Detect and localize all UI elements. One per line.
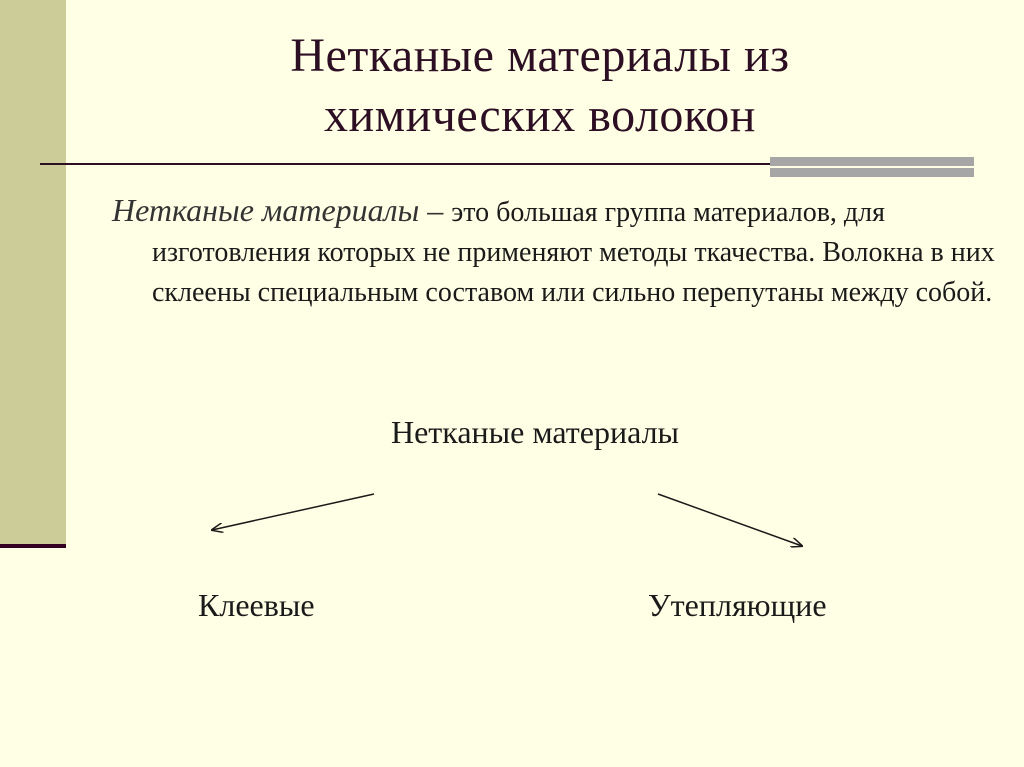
definition-dash: –	[419, 192, 452, 228]
arrow-right	[658, 494, 802, 546]
definition-paragraph	[112, 190, 1012, 313]
slide-title	[120, 26, 960, 146]
diagram-right-label: Утепляющие	[648, 587, 827, 623]
title-line-2: химических волокон	[324, 89, 756, 142]
left-bar-underline	[0, 544, 66, 548]
title-line-1: Нетканые материалы из	[290, 29, 790, 82]
accent-rule-top	[770, 157, 974, 166]
definition-text: это большая группа материалов, для изготовления которых не применяют методы ткачества. Волокна в них склеены специальным составом или сильно перепутаны между собой.	[152, 197, 995, 308]
accent-rule-bottom	[770, 168, 974, 177]
title-accent-rule	[770, 157, 974, 177]
diagram-root-label: Нетканые материалы	[390, 414, 680, 450]
title-underline	[40, 163, 810, 165]
arrow-left	[212, 494, 374, 530]
definition-term: Нетканые материалы	[112, 192, 420, 228]
diagram-left-label: Клеевые	[198, 587, 315, 623]
left-decorative-bar	[0, 0, 66, 547]
